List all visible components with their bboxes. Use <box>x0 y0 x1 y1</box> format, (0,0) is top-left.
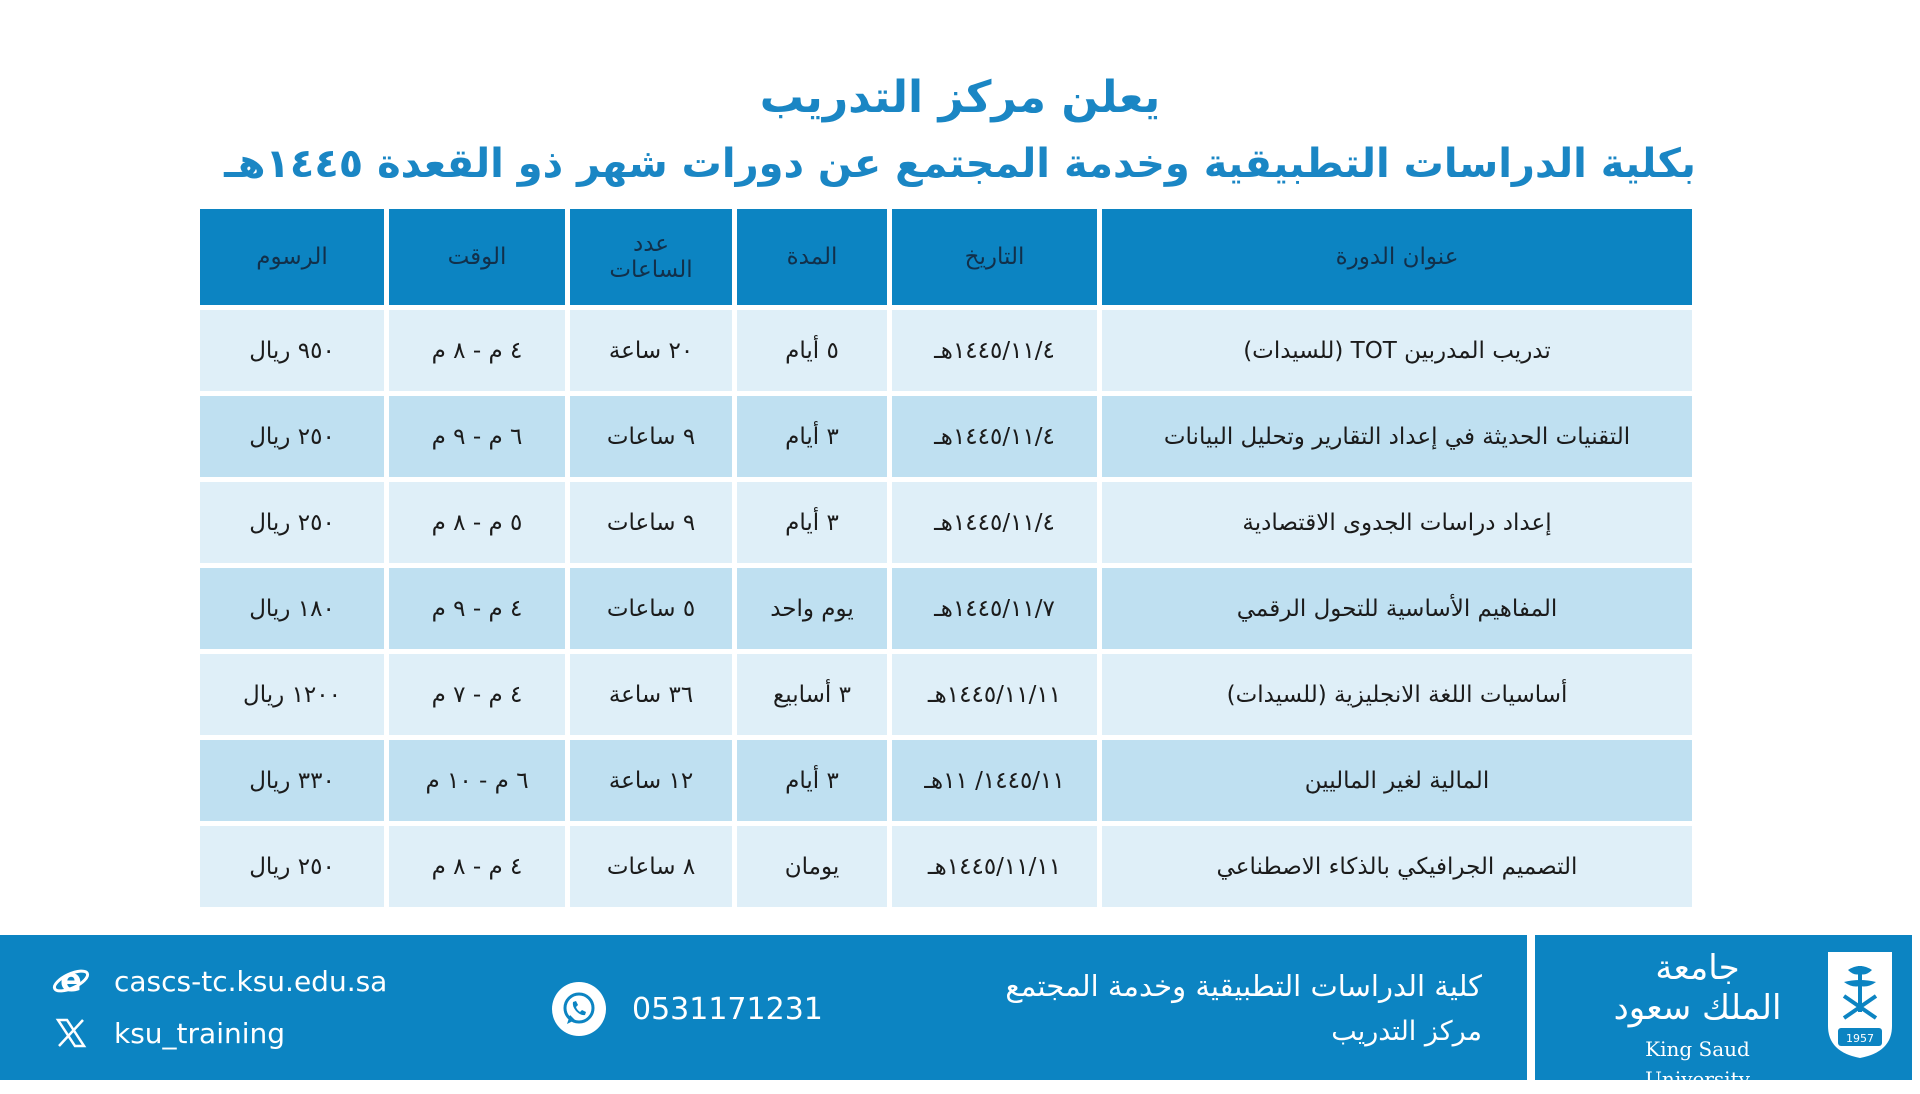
cell-duration: ٣ أيام <box>737 740 887 821</box>
cell-course-title: المالية لغير الماليين <box>1102 740 1692 821</box>
website-link[interactable] <box>50 960 387 1002</box>
header-hours-line2: الساعات <box>609 257 693 283</box>
courses-table <box>195 204 1697 912</box>
cell-duration: ٣ أيام <box>737 482 887 563</box>
table-row <box>200 740 1692 821</box>
table-row <box>200 310 1692 391</box>
cell-fees: ٢٥٠ ريال <box>200 396 384 477</box>
cell-fees: ٣٣٠ ريال <box>200 740 384 821</box>
cell-fees: ١٨٠ ريال <box>200 568 384 649</box>
cell-date: ١٤٤٥/١١/١١هـ <box>892 826 1097 907</box>
cell-date: ١٤٤٥/١١/ ١١هـ <box>892 740 1097 821</box>
cell-date: ١٤٤٥/١١/٧هـ <box>892 568 1097 649</box>
internet-explorer-icon <box>50 960 92 1002</box>
header-date: التاريخ <box>892 209 1097 305</box>
cell-hours: ٩ ساعات <box>570 482 732 563</box>
announcement-header <box>0 70 1920 192</box>
cell-time: ٤ م - ٨ م <box>389 310 565 391</box>
cell-date: ١٤٤٥/١١/١١هـ <box>892 654 1097 735</box>
cell-hours: ١٢ ساعة <box>570 740 732 821</box>
cell-date: ١٤٤٥/١١/٤هـ <box>892 310 1097 391</box>
header-fees: الرسوم <box>200 209 384 305</box>
cell-hours: ٣٦ ساعة <box>570 654 732 735</box>
cell-time: ٤ م - ٩ م <box>389 568 565 649</box>
cell-fees: ٢٥٠ ريال <box>200 826 384 907</box>
x-account-link[interactable] <box>50 1012 285 1054</box>
table-row <box>200 396 1692 477</box>
website-url[interactable]: cascs-tc.ksu.edu.sa <box>114 964 388 998</box>
header-hours-line1: عدد <box>632 231 670 257</box>
cell-date: ١٤٤٥/١١/٤هـ <box>892 482 1097 563</box>
cell-course-title: التصميم الجرافيكي بالذكاء الاصطناعي <box>1102 826 1692 907</box>
cell-duration: ٣ أسابيع <box>737 654 887 735</box>
cell-duration: يوم واحد <box>737 568 887 649</box>
table-row <box>200 826 1692 907</box>
header-duration: المدة <box>737 209 887 305</box>
header-hours <box>570 209 732 305</box>
whatsapp-contact[interactable] <box>552 982 823 1036</box>
cell-hours: ٢٠ ساعة <box>570 310 732 391</box>
ksu-english-name: King Saud University <box>1645 1037 1750 1091</box>
cell-course-title: أساسيات اللغة الانجليزية (للسيدات) <box>1102 654 1692 735</box>
center-name: مركز التدريب <box>1331 1016 1482 1047</box>
footer-divider <box>1527 935 1535 1080</box>
x-logo-icon <box>50 1012 92 1054</box>
x-handle[interactable]: ksu_training <box>114 1016 286 1050</box>
cell-duration: ٣ أيام <box>737 396 887 477</box>
cell-date: ١٤٤٥/١١/٤هـ <box>892 396 1097 477</box>
cell-course-title: تدريب المدربين TOT (للسيدات) <box>1102 310 1692 391</box>
cell-hours: ٨ ساعات <box>570 826 732 907</box>
cell-fees: ٩٥٠ ريال <box>200 310 384 391</box>
table-row <box>200 654 1692 735</box>
cell-course-title: المفاهيم الأساسية للتحول الرقمي <box>1102 568 1692 649</box>
cell-time: ٦ م - ١٠ م <box>389 740 565 821</box>
header-course-title: عنوان الدورة <box>1102 209 1692 305</box>
college-info <box>1005 965 1482 1053</box>
college-name: كلية الدراسات التطبيقية وخدمة المجتمع <box>1005 969 1482 1003</box>
cell-time: ٥ م - ٨ م <box>389 482 565 563</box>
cell-hours: ٥ ساعات <box>570 568 732 649</box>
cell-time: ٤ م - ٧ م <box>389 654 565 735</box>
cell-duration: يومان <box>737 826 887 907</box>
emblem-year: 1957 <box>1846 1032 1874 1045</box>
ksu-emblem-icon <box>1822 948 1898 1060</box>
cell-fees: ١٢٠٠ ريال <box>200 654 384 735</box>
table-row <box>200 568 1692 649</box>
cell-time: ٤ م - ٨ م <box>389 826 565 907</box>
footer-edge <box>1912 935 1920 1080</box>
cell-hours: ٩ ساعات <box>570 396 732 477</box>
header-time: الوقت <box>389 209 565 305</box>
table-header-row <box>200 209 1692 305</box>
announcement-title: يعلن مركز التدريب <box>759 72 1161 123</box>
whatsapp-icon <box>552 982 606 1036</box>
ksu-wordmark <box>1590 948 1805 1094</box>
phone-number[interactable]: 0531171231 <box>632 991 823 1027</box>
ksu-arabic-line1: جامعة <box>1655 948 1740 988</box>
cell-duration: ٥ أيام <box>737 310 887 391</box>
cell-course-title: إعداد دراسات الجدوى الاقتصادية <box>1102 482 1692 563</box>
ksu-arabic-line2: الملك سعود <box>1613 988 1782 1028</box>
cell-fees: ٢٥٠ ريال <box>200 482 384 563</box>
cell-time: ٦ م - ٩ م <box>389 396 565 477</box>
announcement-subtitle: بكلية الدراسات التطبيقية وخدمة المجتمع عن دورات شهر ذو القعدة ١٤٤٥هـ <box>224 141 1696 187</box>
svg-text:e: e <box>60 961 82 999</box>
cell-course-title: التقنيات الحديثة في إعداد التقارير وتحليل البيانات <box>1102 396 1692 477</box>
table-row <box>200 482 1692 563</box>
